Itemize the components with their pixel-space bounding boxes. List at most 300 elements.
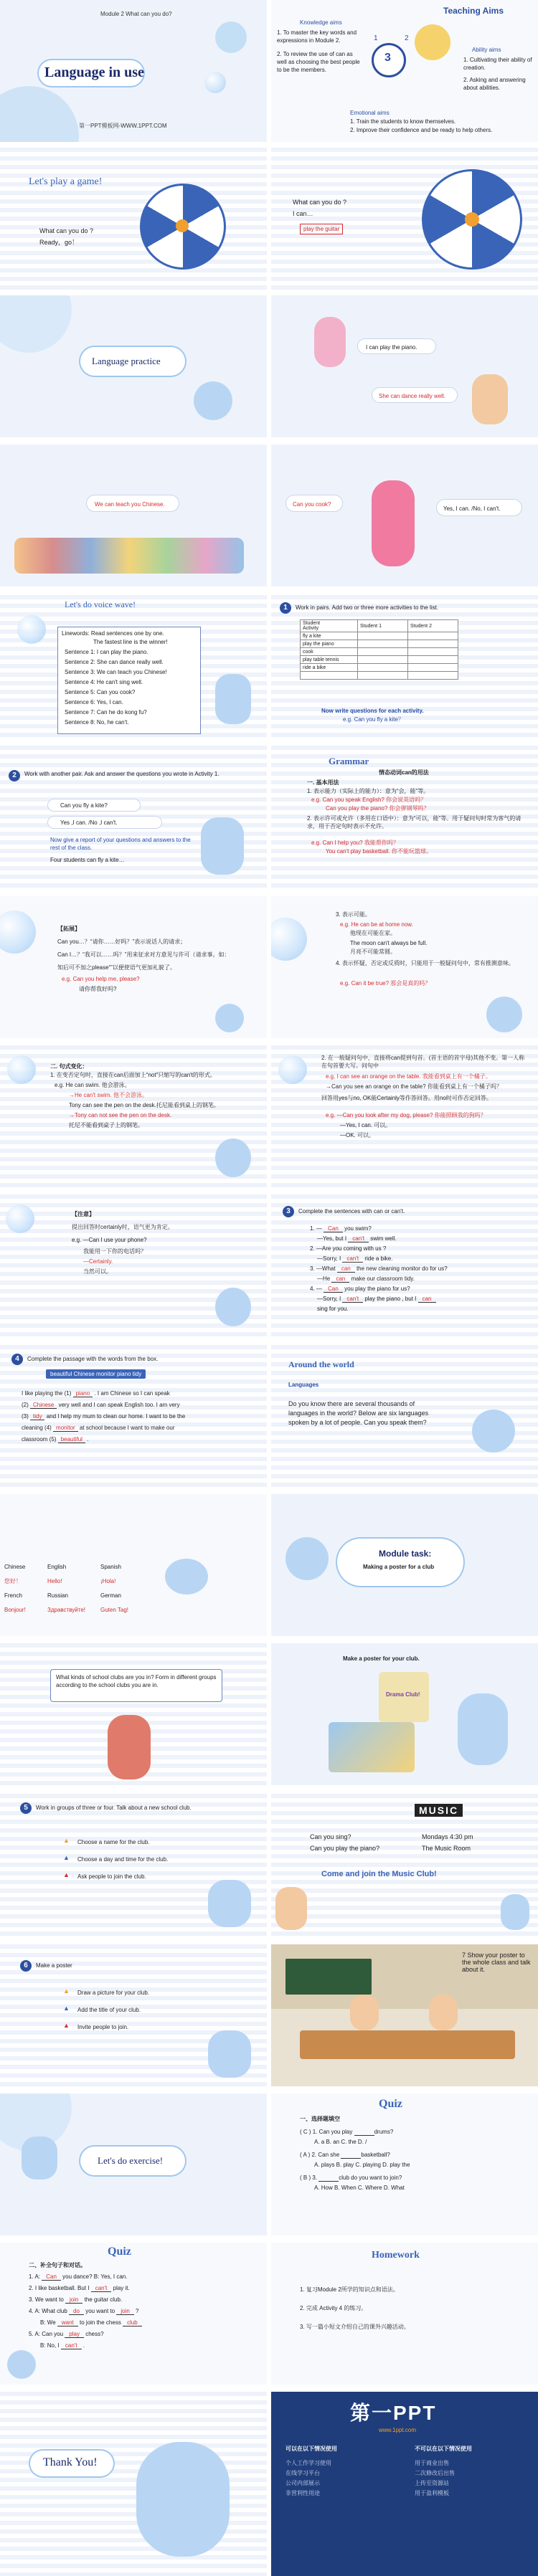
change-e5: 托尼不能看到桌子上的钢笔。 [69,1122,143,1128]
slide-32-homework[interactable] [271,2243,538,2385]
example-line: e.g. Can you fly a kite？ [343,716,404,723]
fill-line-7 [40,2342,85,2349]
knowledge-2: 2. To review the use of can as well as choosing the best people to be the members. [277,51,360,73]
slide-title: Let's do exercise! [98,2155,164,2166]
blackboard-icon [285,1959,372,1995]
slide-13-extension[interactable] [0,896,267,1038]
answer-blank[interactable]: join [116,2308,133,2315]
text: you want to [85,2308,115,2314]
text: (2) [22,1402,29,1408]
slide-5-language-practice[interactable] [0,295,267,437]
text: 4. A: What club [29,2308,67,2314]
i-can-line: I can… [293,210,313,217]
show-poster-text [462,1952,534,1973]
slide-9-voice-wave[interactable] [0,595,267,737]
slide-10-pairs-activity[interactable] [271,595,538,737]
table-col-2: Student 2 [408,620,458,632]
instruction: Work in pairs. Add two or three more activities to the list. [296,604,439,611]
homework-1: 1. 复习Module 2所学的知识点和语法。 [300,2286,399,2293]
change-p1: 1. 在变否定句时，直接在can后面加上“not”只缩写的can't的形式。 [50,1072,216,1078]
music-join: Come and join the Music Club! [321,1870,437,1878]
text: —Sorry, I [317,1296,341,1302]
dinosaur-mascot-icon [215,1139,251,1177]
triangle-icon: ▲ [63,2022,70,2029]
report-example: Four students can fly a kite… [50,857,125,863]
slide-30-quiz-choice[interactable] [271,2093,538,2235]
table-row: ride a bike [301,664,358,672]
fill-line-4 [29,2307,138,2315]
bubble-text-1: Can you cook? [293,501,331,508]
quiz-q2 [300,2151,390,2159]
slide-21-greetings[interactable] [0,1494,267,1636]
passage-line-4 [22,1424,175,1432]
aims-number-1: 1 [374,34,378,42]
forbidden-1: 用于商业出售 [415,2460,449,2466]
lang-german: German [100,1592,121,1599]
slide-title: Let's do voice wave! [65,599,136,609]
instruction: Work with another pair. Ask and answer the questions you wrote in Activity 1. [24,771,220,777]
slide-22-module-task[interactable] [271,1494,538,1636]
answer-blank[interactable]: do [69,2308,84,2315]
text: and I help my mum to clean our home. I want to be the [46,1413,186,1420]
slide-8-cook[interactable] [271,445,538,586]
slide-27-make-poster-steps[interactable] [0,1944,267,2086]
question-p2: 回答用yes与no, OK能Certainly等作答回答。用no时可作否定回答。 [321,1095,492,1101]
grammar-e2: Can you play the piano? 你会弹钢琴吗？ [326,805,430,812]
text: —Yes, but I [317,1235,347,1242]
passage-line-1 [22,1389,170,1397]
line-2 [317,1235,397,1242]
dinosaur-mascot-icon [201,817,244,875]
answer-blank[interactable]: Can [42,2273,61,2281]
slide-17-note[interactable] [0,1194,267,1336]
bubble-icon [278,1055,307,1084]
slide-3-game[interactable] [0,148,267,290]
line-3: 2. —Are you coming with us ? [310,1245,387,1252]
fill-line-6 [29,2330,104,2338]
intro-line: Linewords: Read sentences one by one. [62,630,164,637]
answer-blank[interactable] [354,2129,374,2136]
text: very well and I can speak English too. I am very [58,1402,180,1408]
note-tag: 【注意】 [72,1211,95,1217]
kids-illustration-icon [415,24,450,60]
emotional-1: 1. Train the students to know themselves. [350,118,456,125]
text: to join the chess [80,2319,121,2326]
fill-line-3 [29,2296,122,2304]
dinosaur-mascot-icon [215,1288,251,1326]
word-box: beautiful Chinese monitor piano tidy [46,1369,146,1379]
slide-25-new-club[interactable] [0,1794,267,1936]
text: . I am Chinese so I can speak [94,1390,170,1397]
slide-16-questions[interactable] [271,1045,538,1187]
grammar-e4: You can't play basketball. 你不能玩篮球。 [326,848,432,855]
grammar-p2: 2. 表示许可或允许（多用在口语中）：意为“可以，能”等。用于疑问句时常为客气的请求，用于否定句时表示不允许。 [307,815,522,830]
instruction: Make a poster [36,1962,72,1969]
quiz-section: 一、选择题填空 [300,2116,340,2122]
task-title: Module task: [379,1549,432,1559]
text: 1. — [310,1225,322,1232]
instruction: Work in groups of three or four. Talk about a new school club. [36,1805,192,1811]
answer-blank[interactable]: Chinese [30,1402,57,1409]
dancer-girl-icon [314,317,346,367]
line-7 [310,1285,410,1293]
answer-blank[interactable]: can't [91,2285,112,2292]
decor-circle [0,86,79,142]
greet-chinese: 您好！ [4,1578,22,1584]
text: B: No, I [40,2342,60,2349]
text: 3. —What [310,1265,336,1272]
table-row [301,672,358,680]
greet-german: Guten Tag! [100,1607,128,1613]
forbidden-title: 不可以在以下情况使用 [415,2446,472,2452]
allowed-title: 可以在以下情况使用 [285,2446,337,2452]
slide-28-classroom[interactable] [271,1944,538,2086]
line-9: sing for you. [317,1306,349,1312]
sentence-5: Sentence 5: Can you cook? [65,689,136,695]
step-3: Ask people to join the club. [77,1873,146,1880]
activity-number: 1 [280,602,291,614]
question-e1: e.g. I can see an orange on the table. 我能看到桌上有一个橘子。 [326,1073,491,1080]
slide-29-exercise[interactable] [0,2093,267,2235]
triangle-icon: ▲ [63,1871,70,1878]
answer-blank[interactable]: can't [342,1296,363,1303]
triangle-icon: ▲ [63,1837,70,1844]
answer-blank[interactable]: play [65,2331,84,2338]
table-cell[interactable] [358,672,408,680]
text: —He [317,1275,331,1282]
table-cell[interactable] [408,640,458,648]
bubble-icon [7,1055,36,1084]
bubble-icon [6,1204,34,1233]
slide-24-make-poster[interactable] [271,1643,538,1785]
cook-girl-icon [372,480,415,566]
answer-blank[interactable]: tidy [30,1413,44,1420]
fill-line-2 [29,2284,130,2292]
quiz-section: 二、补全句子和对话。 [29,2262,86,2268]
change-e4: →Tony can not see the pen on the desk. [69,1112,172,1118]
brand-url: www.1ppt.com [379,2427,417,2433]
instruction: Complete the sentences with can or can't. [298,1208,405,1215]
slide-26-music-club[interactable] [271,1794,538,1936]
dinosaur-mascot-icon [486,997,522,1032]
text: ? [136,2308,139,2314]
slide-6-piano-dance[interactable] [271,295,538,437]
pianist-girl-icon [472,374,508,424]
note-p1: 提出回答时certainly时，语气更为肯定。 [72,1224,174,1230]
step-3: Invite people to join. [77,2024,129,2030]
text: . [87,1436,89,1443]
text: you play the piano for us? [344,1285,410,1292]
answer-text: Yes ,I can. /No ,I can't. [60,819,118,826]
answer-blank[interactable]: join [65,2296,82,2304]
text: 2. I like basketball. But I [29,2285,90,2291]
grammar-section: 一. 基本用法 [307,779,339,786]
forbidden-3: 上传至资源站 [415,2480,449,2486]
slide-33-thank-you[interactable] [0,2392,267,2576]
grammar-sub: 情态动词can的用法 [379,769,429,776]
greet-spanish: ¡Hola! [100,1578,116,1584]
quiz-q3 [300,2174,402,2182]
slide-20-around-world[interactable] [271,1345,538,1487]
note-e1: e.g. —Can I use your phone? [72,1237,147,1243]
section-title: 二. 句式变化： [50,1063,88,1070]
table-row: play the piano [301,640,358,648]
slide-title: Language in use [44,65,144,80]
people-group-illustration-icon [14,538,244,574]
line-1 [310,1225,372,1232]
text: 5. A: Can you [29,2331,64,2337]
table-cell[interactable] [358,664,408,672]
question-p1: 2. 在一般疑问句中，直接将can提到句首。(首主语的首字母)其他不变。第一人称在句首要大写。问句中 [321,1055,525,1069]
students-icon [350,1995,379,2030]
aims-number-3: 3 [384,52,391,64]
world-paragraph: Do you know there are several thousands of languages in the world? Below are six languages spoken by a lot of people. Can you speak them? [288,1400,429,1426]
allowed-4: 非营利性用途 [285,2490,320,2496]
greet-french: Bonjour! [4,1607,26,1613]
change-e3: Tony can see the pen on the desk.托尼能看到桌上的钢笔。 [69,1102,220,1108]
possibility-p2: 4. 表示怀疑、否定或反质时，只能用于一般疑问句中，常有推测意味。 [336,960,514,966]
dinosaur-mascot-icon [285,1537,329,1580]
dinosaur-mascot-icon [458,1693,508,1765]
globe-icon [472,1410,515,1453]
decor-circle [0,295,72,353]
allowed-2: 在线学习平台 [285,2470,320,2476]
forbidden-4: 用于盈利模板 [415,2490,449,2496]
emotional-label: Emotional aims [350,110,390,116]
answer-blank[interactable]: can [418,1296,436,1303]
slide-title: Language practice [92,356,161,366]
knowledge-label: Knowledge aims [300,19,342,26]
greet-russian: Здравствуйте! [47,1607,86,1613]
slide-19-passage[interactable] [0,1345,267,1487]
activity-number: 5 [20,1802,32,1814]
fill-line-5 [40,2319,142,2327]
allowed-1: 个人工作学习使用 [285,2460,331,2466]
answer-blank[interactable] [341,2152,361,2159]
task-subtitle: Making a poster for a club [363,1564,435,1570]
possibility-e2: 他现在可能在家。 [350,930,396,936]
slide-7-teach-chinese[interactable] [0,445,267,586]
sentence-3: Sentence 3: We can teach you Chinese! [65,669,167,675]
answer-blank[interactable]: piano [73,1390,93,1397]
dinosaur-mascot-icon [194,381,232,420]
greet-english: Hello! [47,1578,62,1584]
table-cell[interactable] [408,672,458,680]
music-header: MUSIC [415,1804,463,1817]
music-room: The Music Room [422,1845,471,1852]
answer-blank[interactable]: can't [61,2342,82,2349]
homework-3: 3. 写一篇小短文介绍自己的课外兴趣活动。 [300,2324,410,2330]
note-e2: 我能用一下你的电话吗？ [83,1248,146,1255]
table-cell[interactable] [408,648,458,656]
table-cell[interactable] [358,656,408,664]
game-line-1: What can you do ? [39,227,94,234]
answer-blank[interactable]: Can [324,1285,343,1293]
slide-1-title[interactable] [0,0,267,142]
table-row: play table tennis [301,656,358,664]
table-col-activity: Activity [303,626,319,631]
knowledge-1: 1. To master the key words and expressions in Module 2. [277,29,357,44]
extension-tag: 【拓展】 [57,926,80,932]
line-4 [317,1255,392,1263]
dinosaur-mascot-icon [22,2137,57,2180]
text: make our classroom tidy. [351,1275,415,1282]
dinosaur-mascot-icon [501,1894,529,1930]
text: play the piano , but I [364,1296,417,1302]
text: you dance? B: Yes, I can. [62,2273,128,2280]
activity-number: 6 [20,1960,32,1972]
text: classroom (5) [22,1436,57,1443]
possibility-p1: 3. 表示可能。 [336,911,371,918]
answer-blank[interactable]: club [123,2319,142,2327]
triangle-icon: ▲ [63,1987,70,1995]
slide-12-grammar[interactable] [271,746,538,888]
answer-blank[interactable]: can [337,1265,355,1273]
text: drums? [374,2129,394,2135]
slide-2-teaching-aims[interactable] [271,0,538,142]
grammar-e3: e.g. Can I help you? 我能帮你吗？ [311,840,399,846]
step-number: 7 [462,1952,466,1959]
table-cell[interactable] [358,640,408,648]
dinosaur-mascot-icon [165,1559,208,1594]
lang-french: French [4,1592,22,1599]
change-e1: e.g. He can swim. 他会游泳。 [55,1082,131,1088]
bubble-icon [0,911,36,954]
slide-15-sentence-change[interactable] [0,1045,267,1187]
passage-line-3 [22,1412,185,1420]
bubble-text: We can teach you Chinese. [95,501,165,508]
note-e3: —Certainly. [83,1258,113,1265]
line-6 [317,1275,415,1283]
dinosaur-mascot-icon [136,2442,230,2557]
dinosaur-mascot-icon [208,1880,251,1927]
text: chess? [85,2331,104,2337]
text: 3. We want to [29,2296,64,2303]
sentence-7: Sentence 7: Can he do kong fu? [65,709,147,716]
homework-heading: Homework [372,2250,420,2261]
question-e2: →Can you see an orange on the table? 你能看到桌上有一个橘子吗？ [326,1083,502,1090]
text: swim well. [370,1235,397,1242]
text: 4. — [310,1285,322,1292]
answer-blank[interactable]: monitor [53,1425,78,1432]
title-cloud [336,1537,465,1587]
passage-line-2 [22,1401,180,1409]
text: I like playing the (1) [22,1390,72,1397]
intro-line-2: The fastest line is the winner! [93,639,168,645]
triangle-icon: ▲ [63,1854,70,1861]
answer-blank[interactable]: beautiful [58,1436,85,1443]
dinosaur-mascot-icon [215,1004,244,1032]
text: club do you want to join? [339,2175,402,2181]
activity-number: 2 [9,770,20,781]
table-cell[interactable] [408,632,458,640]
homework-2: 2. 完成 Activity 4 的练习。 [300,2305,367,2311]
extension-e1: e.g. Can you help me, please? [62,976,140,982]
answer-blank[interactable]: can't [348,1235,369,1242]
quiz-heading: Quiz [379,2098,402,2110]
ability-2: 2. Asking and answering about abilities. [463,77,526,91]
text: Show your poster to the whole class and talk about it. [462,1952,531,1973]
table-cell[interactable] [408,664,458,672]
table-cell[interactable] [358,632,408,640]
allowed-3: 公司内部展示 [285,2480,320,2486]
text: at school because I want to make our [79,1425,175,1431]
poster-label: Drama Club! [386,1691,420,1698]
grammar-e1: e.g. Can you speak English? 你会说英语吗？ [311,797,427,803]
dinosaur-mascot-icon [208,2030,251,2078]
sentence-6: Sentence 6: Yes, I can. [65,699,123,705]
text: play it. [113,2285,130,2291]
game-title: Let's play a game! [29,176,103,187]
step-1: Choose a name for the club. [77,1839,150,1845]
table-cell[interactable] [408,656,458,664]
slide-18-complete-can[interactable] [271,1194,538,1336]
world-sub: Languages [288,1382,319,1388]
text: —Sorry, I [317,1255,341,1262]
grammar-p1: 1. 表示能力（实际上的能力）：意为“会，能”等。 [307,788,430,794]
brand-logo: 第一PPT [350,2402,437,2424]
answer-blank[interactable] [318,2175,339,2182]
text: . [82,2342,85,2349]
sentence-8: Sentence 8: No, he can't. [65,719,129,726]
ability-label: Ability aims [472,47,501,53]
answer-blank[interactable]: want [57,2319,78,2327]
text: (3) [22,1413,29,1420]
answer-blank[interactable]: can [331,1275,349,1283]
ability-1: 1. Cultivating their ability of creation. [463,57,532,71]
question-e4: —Yes, I can. 可以。 [340,1122,392,1128]
text: 1. A: [29,2273,41,2280]
sentence-4: Sentence 4: He can't sing well. [65,679,143,685]
sentence-1: Sentence 1: I can play the piano. [65,649,148,655]
slide-14-possibility[interactable] [271,896,538,1038]
line-5 [310,1265,448,1273]
question-e5: —OK. 可以。 [340,1132,375,1139]
table-col-1: Student 1 [358,620,408,632]
music-line-1: Can you sing? [310,1833,351,1840]
slide-23-school-clubs[interactable] [0,1643,267,1785]
answer-blank[interactable]: can't [342,1255,363,1263]
table-cell[interactable] [358,648,408,656]
table-col-student: Student [303,621,321,626]
table-row: cook [301,648,358,656]
extension-p3: 知后可不加之please“”以便使语气更加礼貌了。 [57,964,176,971]
slide-34-license[interactable] [271,2392,538,2576]
text: cleaning (4) [22,1425,52,1431]
slide-4-what-can-you-do[interactable] [271,148,538,290]
answer-label: play the guitar [300,224,343,234]
quiz-q3-options: A. How B. When C. Where D. What [314,2185,405,2191]
slide-11-report[interactable] [0,746,267,888]
dinosaur-mascot-icon [7,2350,36,2379]
forbidden-2: 二次修改后出售 [415,2470,455,2476]
game-line-2: Ready，go！ [39,239,79,246]
aims-heading: Teaching Aims [443,6,504,16]
grammar-heading: Grammar [329,756,369,766]
aims-number-2: 2 [405,34,409,42]
sentence-2: Sentence 2: She can dance really well. [65,659,164,665]
slide-31-quiz-fill[interactable] [0,2243,267,2385]
teacher-icon [108,1715,151,1779]
wheel-center-icon [176,219,189,232]
possibility-e1: e.g. He can be at home now. [340,921,413,928]
extension-e2: 请你帮我好吗? [79,986,117,992]
text: you swim? [344,1225,372,1232]
answer-blank[interactable]: Can [324,1225,343,1232]
possibility-e3: The moon can't always be full. [350,940,428,946]
table-row: fly a kite [301,632,358,640]
activity-number: 3 [283,1206,294,1217]
